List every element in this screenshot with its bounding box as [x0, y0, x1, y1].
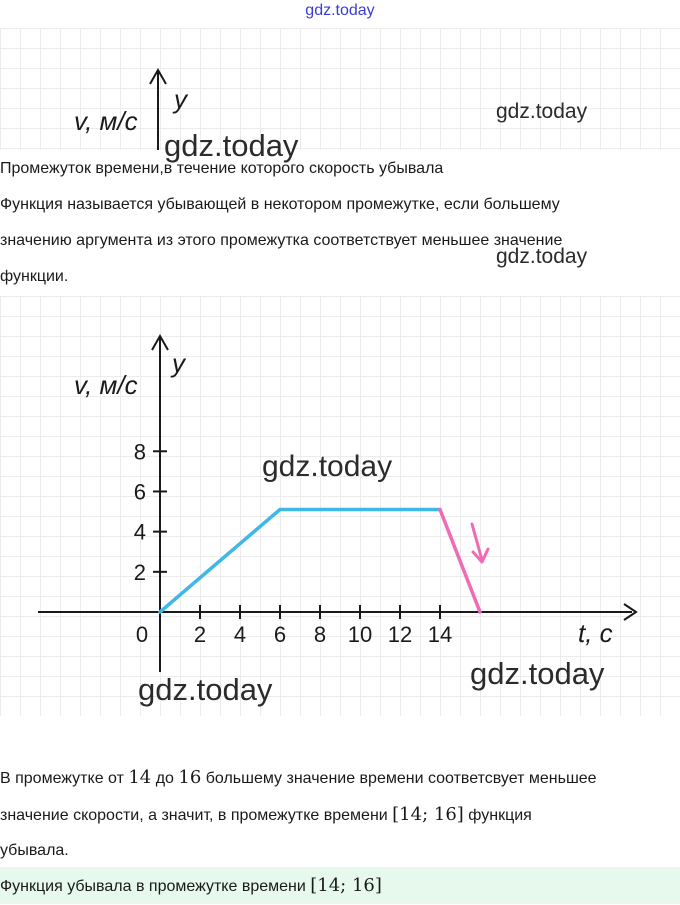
x-tick-label: 4 — [233, 622, 247, 647]
answer-interval: [14; 16] — [310, 875, 382, 896]
math-interval: [14; 16] — [392, 804, 464, 825]
x-tick-label: 8 — [313, 622, 327, 647]
x-tick-label: 6 — [273, 622, 287, 647]
watermark: gdz.today — [496, 245, 588, 268]
origin-label: 0 — [135, 622, 149, 647]
x-tick-label: 14 — [427, 622, 453, 647]
definition-line-3: функции. — [0, 268, 69, 285]
crop-y-label: y — [174, 84, 187, 114]
watermark: gdz.today — [470, 656, 605, 691]
math-16: 16 — [178, 767, 202, 788]
answer-text: Функция убывала в промежутке времени — [0, 878, 311, 895]
watermark: gdz.today — [262, 450, 393, 483]
watermark: gdz.today — [164, 128, 299, 163]
explanation-line-2: значение скорости, а значит, в промежутке времени [14; 16] функция — [0, 804, 532, 825]
watermark: gdz.today — [138, 672, 273, 707]
series-line-increase-constant — [160, 510, 440, 613]
crop-v-label: v, м/с — [74, 106, 138, 136]
site-link[interactable]: gdz.today — [305, 2, 375, 19]
x-tick-label: 10 — [347, 622, 373, 647]
y-tick-label: 4 — [133, 519, 146, 545]
definition-line-2: значению аргумента из этого промежутка соответствует меньшее значение — [0, 232, 563, 249]
y-axis-label: v, м/с — [74, 370, 138, 400]
y-axis-name: y — [172, 348, 185, 378]
series-line-decrease — [440, 510, 480, 613]
y-tick-label: 8 — [133, 439, 146, 465]
y-tick-label: 2 — [133, 559, 146, 585]
definition-line-1: Функция называется убывающей в некотором промежутке, если большему — [0, 196, 560, 213]
question-paragraph: Промежуток времени,в течение которого скорость убывала — [0, 160, 444, 177]
math-14: 14 — [128, 767, 152, 788]
y-tick-label: 6 — [133, 479, 146, 505]
x-tick-label: 12 — [387, 622, 413, 647]
velocity-graph — [0, 296, 680, 716]
answer-box — [0, 867, 680, 904]
explanation-line-1: В промежутке от 14 до 16 большему значение времени соответсвует меньшее — [0, 767, 597, 788]
graph-crop-top — [0, 28, 680, 150]
x-tick-label: 2 — [193, 622, 207, 647]
explanation-line-3: убывала. — [0, 842, 69, 859]
graph-crop-svg — [0, 28, 680, 150]
chart-svg — [0, 296, 680, 716]
x-axis-label: t, с — [578, 618, 613, 648]
watermark: gdz.today — [496, 100, 588, 123]
